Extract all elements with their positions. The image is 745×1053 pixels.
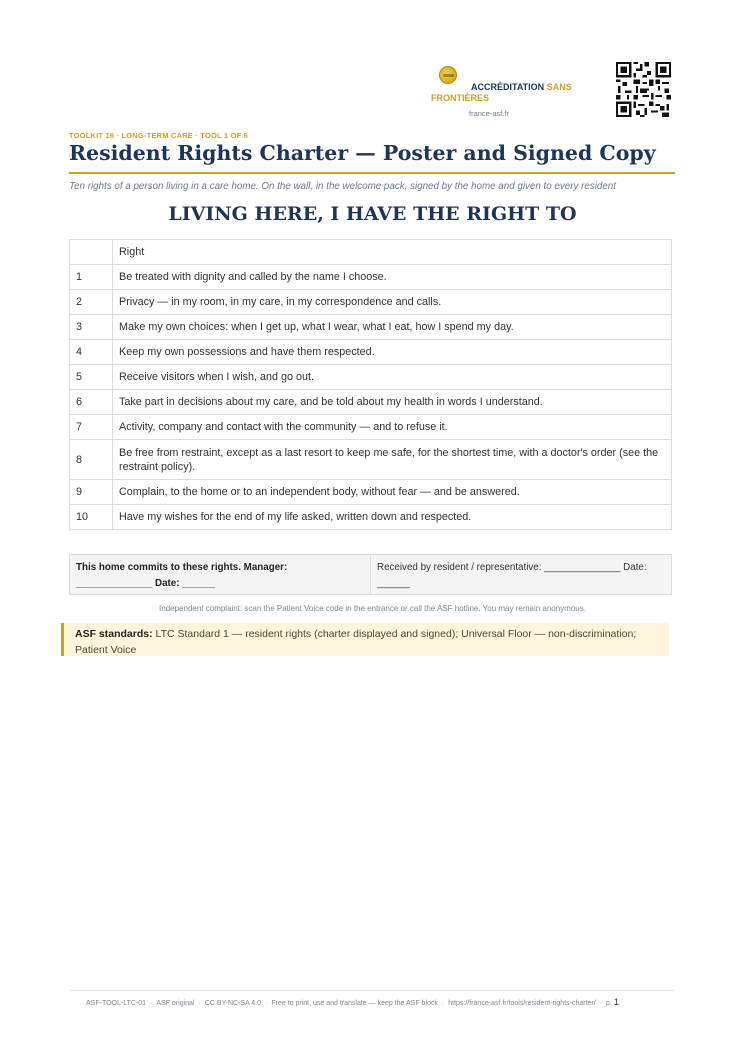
right-text: Be free from restraint, except as a last resort to keep me safe, for the shortest time, with a doctor's order (see the restraint policy). [113,440,672,480]
row-number: 3 [70,315,113,340]
brand-url[interactable]: france-asf.fr [469,109,510,118]
brand-name-part2: SANS FRONTIÈRES [431,82,572,103]
signature-box [69,554,672,595]
table-header-row [70,240,672,265]
row-number: 7 [70,415,113,440]
footer-doc-code: ASF-TOOL-LTC-01 [86,1000,147,1007]
footer-divider [69,990,675,991]
page-footer: ASF-TOOL-LTC-01 · ASF original · CC BY-NC-SA 4.0 · Free to print, use and translate — keep the ASF block · https://france-asf.fr/tools/resident-rights-charter/ · p. 1 [86,997,620,1008]
toolkit-eyebrow: TOOLKIT 16 · LONG-TERM CARE · TOOL 1 OF 6 [69,131,249,140]
table-row [70,265,672,290]
footer-notice: Free to print, use and translate — keep the ASF block [271,1000,438,1007]
standards-text: LTC Standard 1 — resident rights (charter displayed and signed); Universal Floor — non-discrimination; Patient Voice [75,628,637,656]
row-number: 1 [70,265,113,290]
table-row [70,415,672,440]
table-row [70,440,672,480]
asf-standards-callout [61,623,669,656]
table-row [70,390,672,415]
qr-code-icon[interactable] [616,62,671,117]
footer-origin: ASF original [156,1000,195,1007]
row-number: 10 [70,505,113,530]
table-row [70,315,672,340]
brand-name [431,82,591,104]
table-row [70,480,672,505]
footer-page-label: p. [606,1000,612,1007]
table-row [70,365,672,390]
row-number: 9 [70,480,113,505]
table-row [70,340,672,365]
row-number: 4 [70,340,113,365]
title-divider [69,172,675,174]
table-row [70,505,672,530]
column-header-right: Right [113,240,672,265]
right-text: Make my own choices: when I get up, what I wear, what I eat, how I spend my day. [113,315,672,340]
home-commitment-signature[interactable]: This home commits to these rights. Manager: ______________ Date: ______ [76,562,288,589]
row-number: 6 [70,390,113,415]
column-header-number [70,240,113,265]
footer-license: CC BY-NC-SA 4.0 [204,1000,262,1007]
document-title: Resident Rights Charter — Poster and Signed Copy [69,141,656,165]
right-text: Take part in decisions about my care, and be told about my health in words I understand. [113,390,672,415]
right-text: Have my wishes for the end of my life asked, written down and respected. [113,505,672,530]
standards-label: ASF standards: [75,628,153,640]
row-number: 5 [70,365,113,390]
complaint-note: Independent complaint: scan the Patient Voice code in the entrance or call the ASF hotline. You may remain anonymous. [159,604,586,613]
section-heading: LIVING HERE, I HAVE THE RIGHT TO [168,203,577,225]
right-text: Activity, company and contact with the community — and to refuse it. [113,415,672,440]
right-text: Receive visitors when I wish, and go out. [113,365,672,390]
right-text: Keep my own possessions and have them respected. [113,340,672,365]
row-number: 2 [70,290,113,315]
brand-logo [431,64,591,122]
table-row [70,290,672,315]
right-text: Privacy — in my room, in my care, in my correspondence and calls. [113,290,672,315]
brand-name-part1: ACCRÉDITATION [471,82,545,92]
footer-page-number: 1 [613,997,620,1008]
rights-table [69,239,672,530]
resident-received-signature[interactable]: Received by resident / representative: ______________ Date: ______ [370,555,671,594]
right-text: Be treated with dignity and called by the name I choose. [113,265,672,290]
right-text: Complain, to the home or to an independent body, without fear — and be answered. [113,480,672,505]
footer-link[interactable]: https://france-asf.fr/tools/resident-rights-charter/ [448,1000,596,1007]
document-subtitle: Ten rights of a person living in a care home. On the wall, in the welcome pack, signed by the home and given to every resident [69,181,616,192]
row-number: 8 [70,440,113,480]
